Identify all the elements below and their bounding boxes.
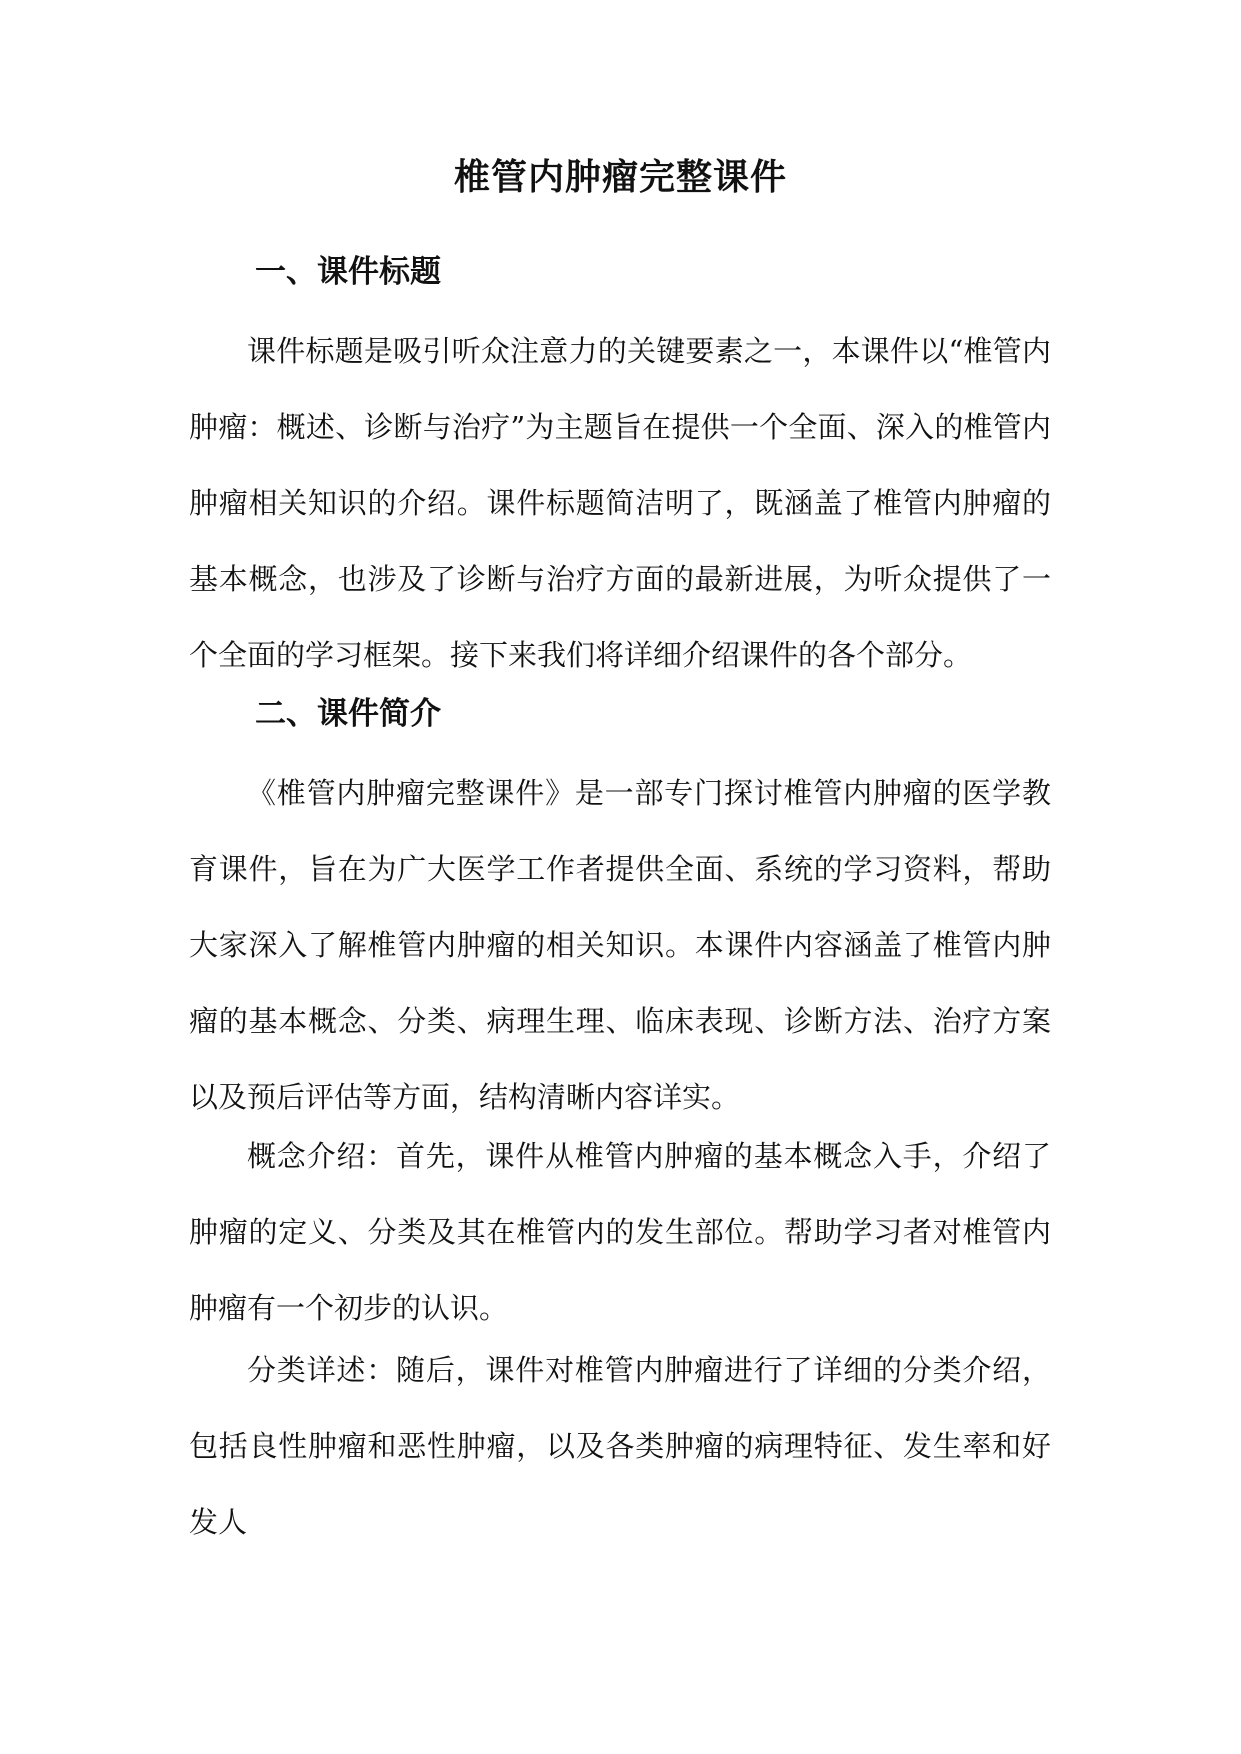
paragraph-concept-intro: 概念介绍：首先，课件从椎管内肿瘤的基本概念入手，介绍了肿瘤的定义、分类及其在椎管内的发生部位。帮助学习者对椎管内肿瘤有一个初步的认识。 (189, 1139, 1051, 1325)
section-heading-course-title: 一、课件标题 (255, 254, 441, 290)
document-title: 椎管内肿瘤完整课件 (453, 157, 787, 198)
paragraph-classification-detail: 分类详述：随后，课件对椎管内肿瘤进行了详细的分类介绍，包括良性肿瘤和恶性肿瘤，以及各类肿瘤的病理特征、发生率和好发人 (189, 1353, 1051, 1539)
paragraph-course-intro-body: 《椎管内肿瘤完整课件》是一部专门探讨椎管内肿瘤的医学教育课件，旨在为广大医学工作者提供全面、系统的学习资料，帮助大家深入了解椎管内肿瘤的相关知识。本课件内容涵盖了椎管内肿瘤的基本概念、分类、病理生理、临床表现、诊断方法、治疗方案以及预后评估等方面，结构清晰内容详实。 (189, 776, 1051, 1114)
section-heading-course-intro: 二、课件简介 (255, 696, 441, 732)
paragraph-course-title-body: 课件标题是吸引听众注意力的关键要素之一，本课件以“椎管内肿瘤：概述、诊断与治疗”为主题旨在提供一个全面、深入的椎管内肿瘤相关知识的介绍。课件标题简洁明了，既涵盖了椎管内肿瘤的基本概念，也涉及了诊断与治疗方面的最新进展，为听众提供了一个全面的学习框架。接下来我们将详细介绍课件的各个部分。 (189, 334, 1051, 672)
